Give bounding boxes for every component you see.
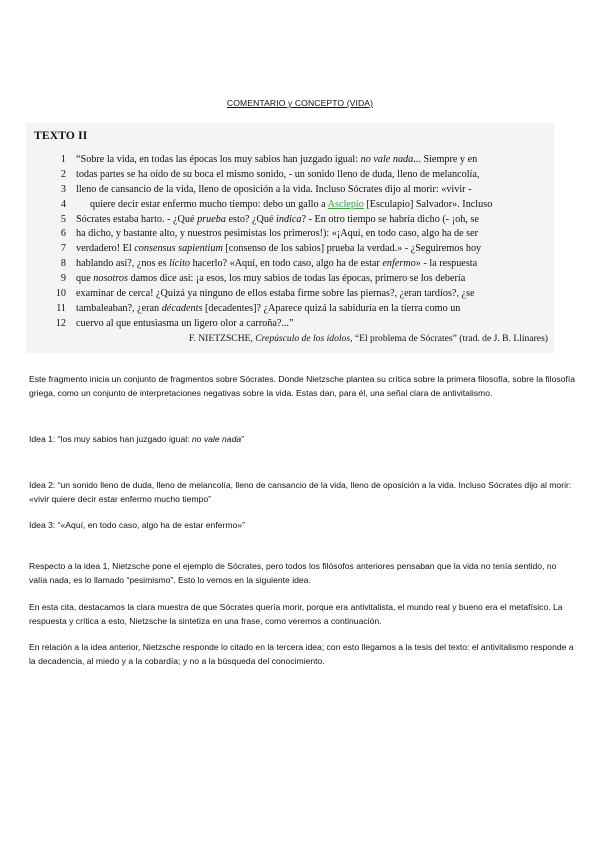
line-number: 5 <box>60 213 66 225</box>
excerpt-heading: TEXTO II <box>34 130 88 142</box>
line-number: 7 <box>60 243 66 255</box>
idea-3: Idea 3: “«Aquí, en todo caso, algo ha de estar enfermo»” <box>29 520 245 530</box>
line-number: 4 <box>60 198 66 210</box>
asclepio-link[interactable]: Asclepio <box>327 198 364 210</box>
line-text: cuervo al que entusiasma un ligero olor a carroña?...” <box>76 317 294 329</box>
excerpt-line <box>26 227 554 242</box>
excerpt-lines <box>26 153 554 332</box>
excerpt-line <box>26 317 554 332</box>
paragraph-idea-3: En relación a la idea anterior, Nietzsche responde lo citado en la tercera idea; con esto llegamos a la tesis del texto: el antivitalismo responde a la decadencia, al miedo y a la cobardía; y no a la búsqueda del conocimiento. <box>29 642 574 667</box>
line-text: examinar de cerca! ¿Quizá ya ninguno de ellos estaba firme sobre las piernas?, ¿eran tardíos?, ¿se <box>76 288 475 300</box>
excerpt-line <box>26 153 554 168</box>
line-number: 1 <box>60 154 66 165</box>
document-title: COMENTARIO y CONCEPTO (VIDA) <box>226 98 374 108</box>
line-number: 10 <box>55 288 66 300</box>
paragraph-idea-1: Respecto a la idea 1, Nietzsche pone el ejemplo de Sócrates, pero todos los filósofos anteriores pensaban que la vida no tenía sentido, no valía nada, es lo llamado “pesimismo”. Esto lo vemos en la siguiente idea. <box>29 561 557 586</box>
line-number: 9 <box>60 273 66 285</box>
line-number: 2 <box>60 168 66 180</box>
line-text: verdadero! El consensus sapientium [consenso de los sabios] prueba la verdad.» - ¿Seguiremos hoy <box>76 243 482 255</box>
excerpt-line <box>26 183 554 198</box>
line-number: 3 <box>60 183 66 195</box>
line-number: 11 <box>56 302 66 314</box>
excerpt-line <box>26 272 554 287</box>
intro-paragraph: Este fragmento inicia un conjunto de fragmentos sobre Sócrates. Donde Nietzsche plantea su crítica sobre la primera filosofía, sobre la filosofía griega, como un conjunto de interpretaciones negativas sobre la vida. Estas dan, para él, una señal clara de antivitalismo. <box>29 374 575 399</box>
excerpt-attribution: F. NIETZSCHE, Crepúsculo de los ídolos, “El problema de Sócrates” (trad. de J. B. Llinares) <box>188 333 548 344</box>
line-text: hablando así?, ¿nos es lícito hacerlo? «Aquí, en todo caso, algo ha de estar enfermo» - la respuesta <box>76 258 478 270</box>
scanned-text-excerpt <box>26 123 554 353</box>
line-number: 6 <box>60 228 66 240</box>
line-text: “Sobre la vida, en todas las épocas los muy sabios han juzgado igual: no vale nada... Siempre y en <box>76 154 478 165</box>
line-text: ha dicho, y bastante alto, y nuestros pesimistas los primeros!): «¡Aquí, en todo caso, algo ha de ser <box>76 228 479 240</box>
line-text: quiere decir estar enfermo mucho tiempo: debo un gallo a Asclepio [Esculapio] Salvador». Incluso <box>90 198 493 210</box>
excerpt-line <box>26 242 554 257</box>
excerpt-line <box>26 168 554 183</box>
excerpt-line <box>26 257 554 272</box>
line-number: 12 <box>55 317 66 329</box>
excerpt-line <box>26 213 554 228</box>
paragraph-idea-2: En esta cita, destacamos la clara muestra de que Sócrates quería morir, porque era antivitalista, el mundo real y bueno era el metafísico. La respuesta y crítica a esto, Nietzsche la sintetiza en una frase, como veremos a continuación. <box>29 602 563 627</box>
line-text: que nosotros damos dice así: ¡a esos, los muy sabios de todas las épocas, primero se los debería <box>76 273 466 285</box>
line-text: lleno de cansancio de la vida, lleno de oposición a la vida. Incluso Sócrates dijo al morir: «vivir - <box>76 183 472 195</box>
idea-1: Idea 1: “los muy sabios han juzgado igual: no vale nada” <box>29 434 244 444</box>
idea-2: Idea 2: “un sonido lleno de duda, lleno de melancolía, lleno de cansancio de la vida, lleno de oposición a la vida. Incluso Sócrates dijo al morir: «vivir quiere decir estar enfermo mucho tiempo” <box>29 480 572 505</box>
line-text: todas partes se ha oído de su boca el mismo sonido, - un sonido lleno de duda, lleno de melancolía, <box>76 168 480 180</box>
line-number: 8 <box>60 258 66 270</box>
excerpt-line <box>26 198 554 213</box>
excerpt-line <box>26 287 554 302</box>
excerpt-line <box>26 302 554 317</box>
line-text: tambaleaban?, ¿eran décadents [decadentes]? ¿Aparece quizá la sabiduría en la tierra como un <box>76 302 461 314</box>
line-text: Sócrates estaba harto. - ¿Qué prueba esto? ¿Qué indica? - En otro tiempo se habría dicho (- ¡oh, se <box>76 213 479 225</box>
